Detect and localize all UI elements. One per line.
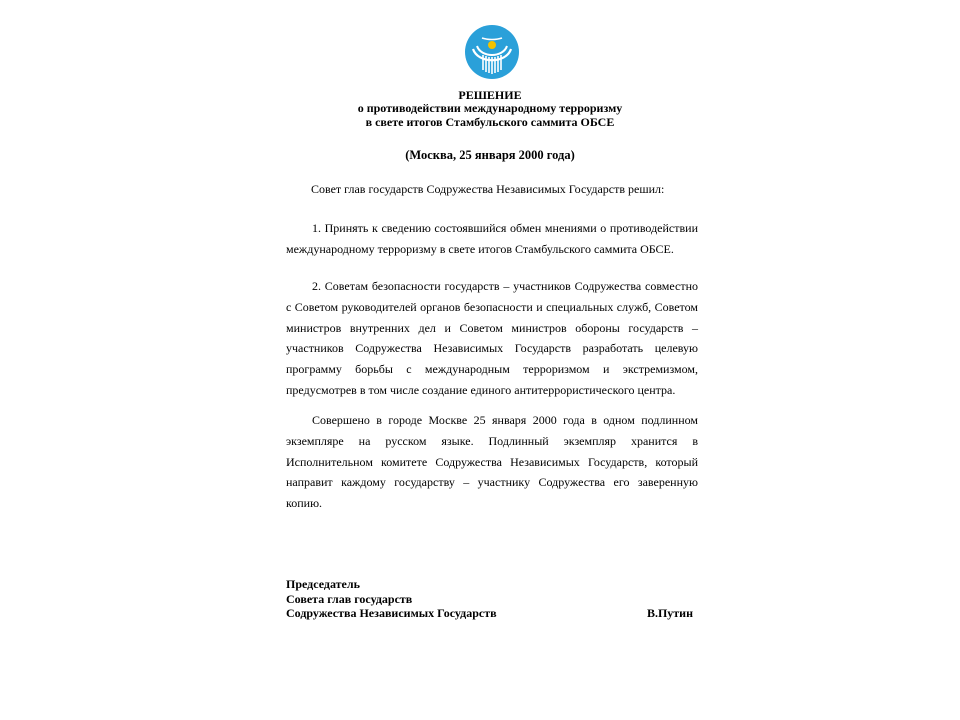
- signature-title-line-1: Председатель: [286, 577, 360, 591]
- paragraph-1: 1. Принять к сведению состоявшийся обмен мнениями о противодействии международному терроризму в свете итогов Стамбульского саммита ОБСЕ.: [286, 221, 698, 256]
- signatory-name: В.Путин: [646, 606, 693, 620]
- paragraph-2: 2. Советам безопасности государств – участников Содружества совместно с Советом руководителей органов безопасности и специальных служб, Советом министров внутренних дел и Советом министров обороны государств – участников Содружества Независимых Государств разработать целевую программу борьбы с международным терроризмом и экстремизмом, предусмотрев в том числе создание единого антитеррористического центра.: [286, 279, 698, 397]
- document-subtitle-line-2: в свете итогов Стамбульского саммита ОБСЕ: [365, 115, 615, 129]
- closing-paragraph: Совершено в городе Москве 25 января 2000 года в одном подлинном экземпляре на русском языке. Подлинный экземпляр хранится в Исполнительном комитете Содружества Независимых Государств, который направит каждому государству – участнику Содружества его заверенную копию.: [286, 413, 698, 511]
- signature-title-line-3: Содружества Независимых Государств: [286, 606, 497, 620]
- intro-text: Совет глав государств Содружества Независимых Государств решил:: [311, 182, 665, 196]
- signature-row: [286, 606, 698, 621]
- document-title: РЕШЕНИЕ: [458, 88, 522, 102]
- signature-block: [286, 577, 698, 621]
- document-dateline: (Москва, 25 января 2000 года): [405, 148, 575, 162]
- document-subtitle-line-1: о противодействии международному терроризму: [357, 101, 623, 115]
- cis-emblem-icon: [464, 24, 520, 80]
- signature-title-line-2: Совета глав государств: [286, 591, 413, 606]
